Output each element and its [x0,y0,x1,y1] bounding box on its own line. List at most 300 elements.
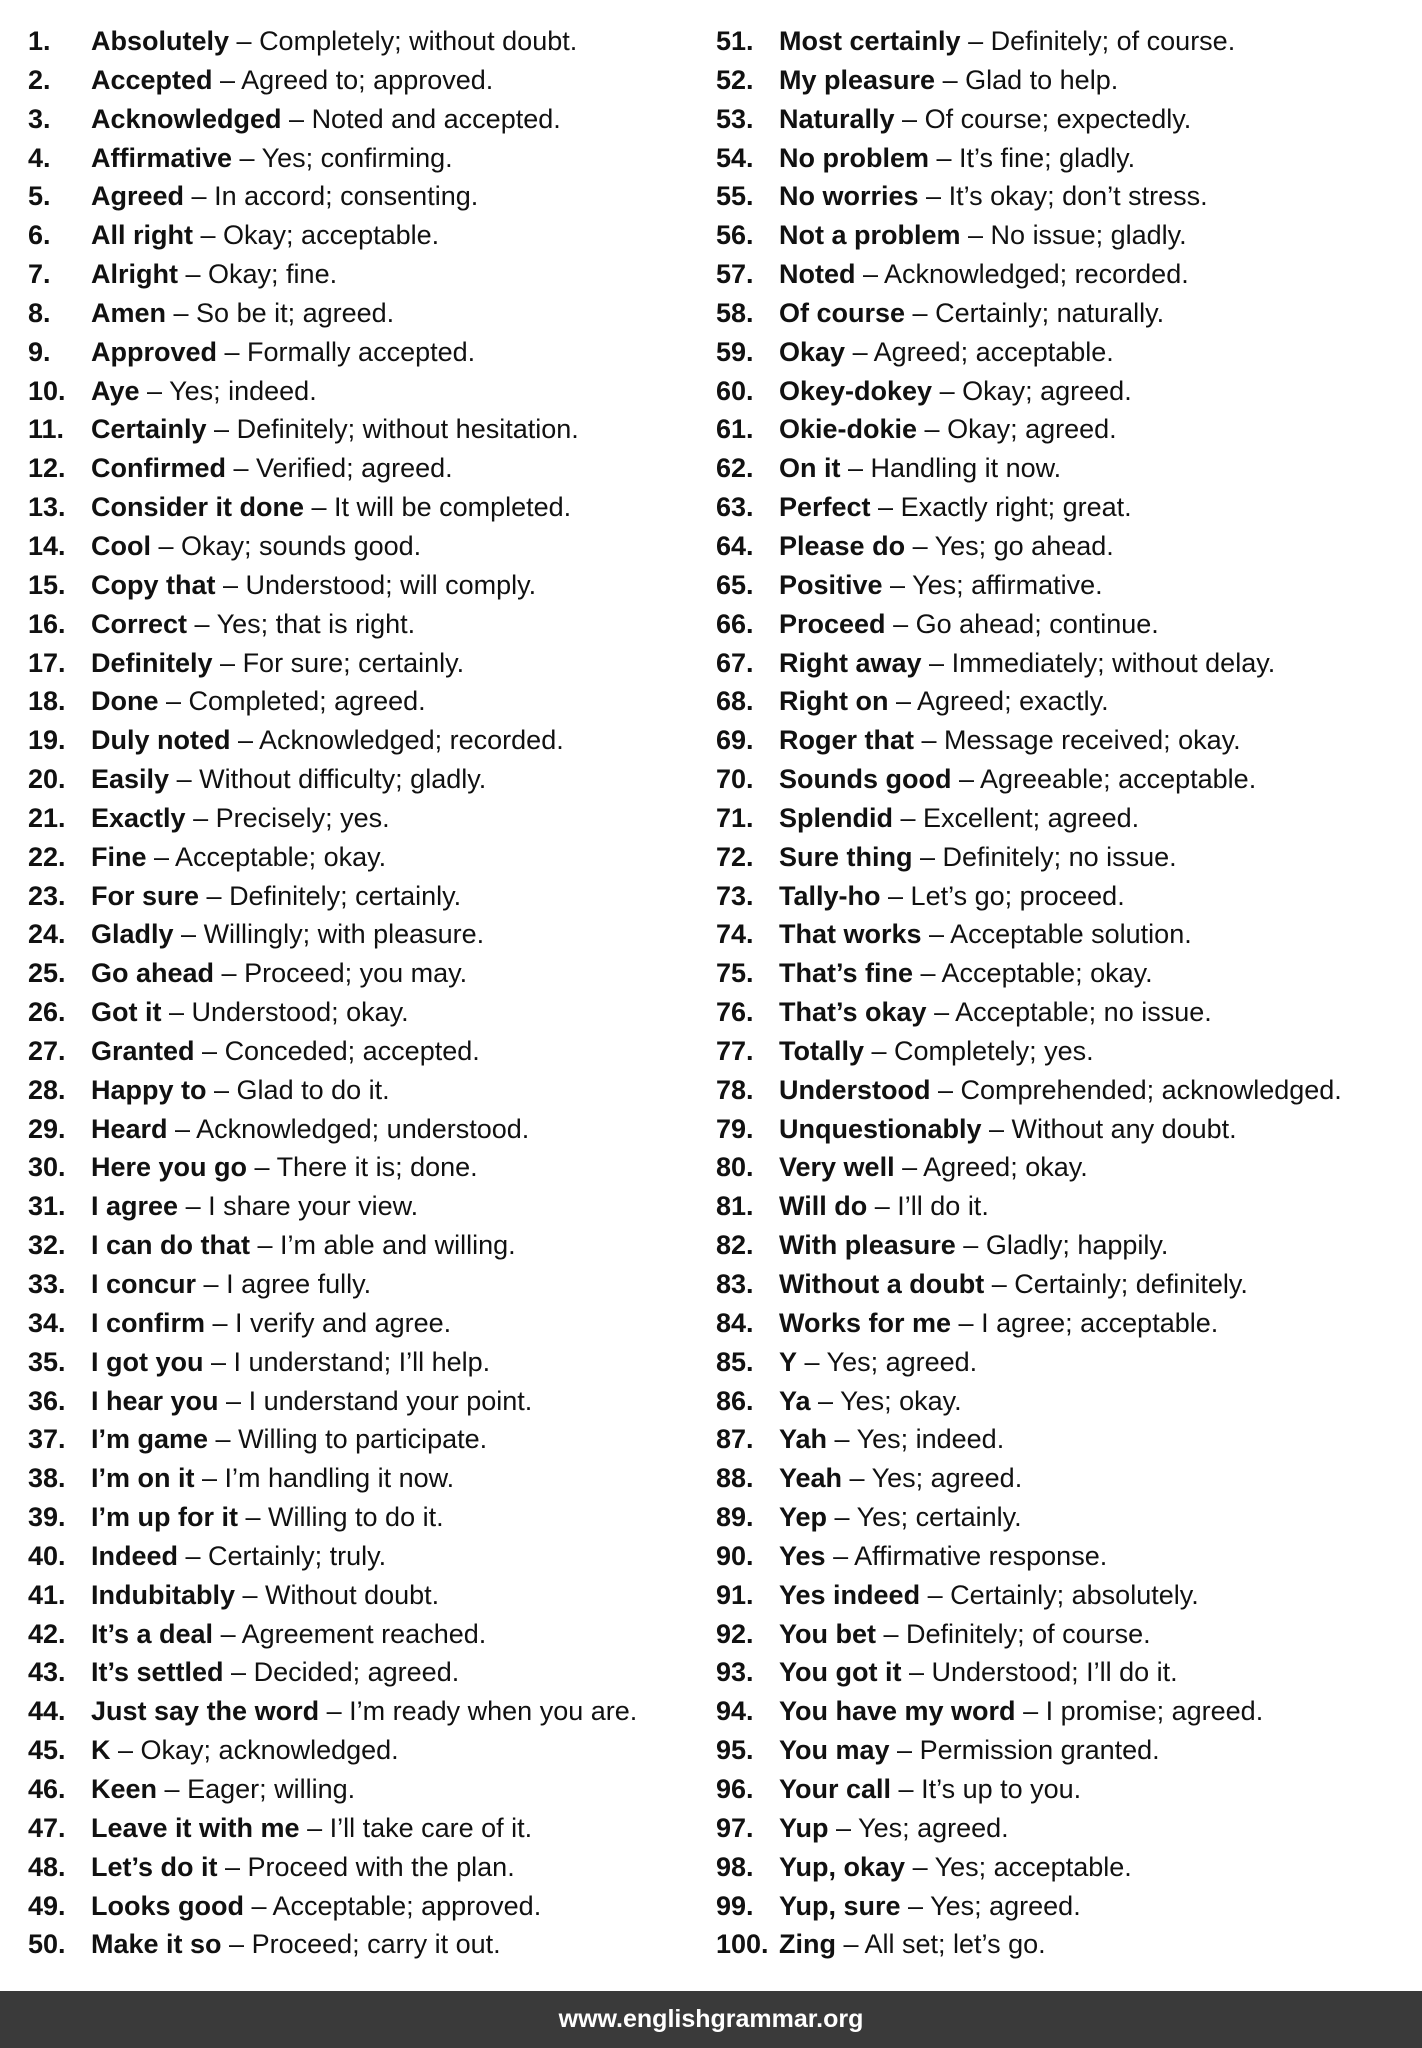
item-separator: – [178,259,209,290]
item-separator: – [205,1307,236,1338]
list-item [28,1459,718,1498]
item-definition: It’s okay; don’t stress. [948,181,1208,212]
item-term: Amen [91,297,167,328]
item-number: 7. [28,259,51,290]
item-term: Agreed [91,181,185,212]
item-separator: – [905,1851,935,1882]
item-separator: – [827,1502,857,1533]
list-item [716,1848,1406,1887]
list-item [28,1343,718,1382]
item-term: Make it so [91,1929,222,1960]
item-term: Happy to [91,1074,207,1105]
item-number: 39. [28,1502,66,1533]
item-definition: I’m able and willing. [280,1230,516,1261]
item-definition: Definitely; certainly. [229,880,462,911]
item-definition: Proceed; carry it out. [251,1929,501,1960]
list-item [28,877,718,916]
item-definition: Permission granted. [919,1735,1160,1766]
item-separator: – [139,375,170,406]
item-separator: – [173,919,204,950]
item-term: Gladly [91,919,174,950]
word-list [0,22,1422,1972]
item-term: Absolutely [91,26,230,56]
list-item [28,954,718,993]
item-term: Exactly [91,802,186,833]
item-number: 48. [28,1851,66,1882]
list-item [28,1770,718,1809]
item-definition: Message received; okay. [944,725,1241,756]
item-separator: – [870,492,901,523]
item-number: 86. [716,1385,754,1416]
item-separator: – [864,1035,895,1066]
item-separator: – [981,1113,1012,1144]
item-term: Y [779,1346,798,1377]
item-number: 43. [28,1657,66,1688]
item-term: Correct [91,608,188,639]
item-term: I confirm [91,1307,206,1338]
item-number: 76. [716,997,754,1028]
item-separator: – [215,569,246,600]
item-number: 44. [28,1696,66,1727]
list-item [716,605,1406,644]
item-term: Works for me [779,1307,952,1338]
item-number: 58. [716,297,754,328]
item-definition: Okay; agreed. [962,375,1132,406]
item-separator: – [230,725,260,756]
item-definition: Yes; agreed. [930,1890,1081,1921]
item-separator: – [161,997,192,1028]
item-number: 63. [716,492,754,523]
item-number: 75. [716,958,754,989]
list-item [716,1653,1406,1692]
item-definition: Understood; I’ll do it. [931,1657,1178,1688]
item-number: 6. [28,220,51,251]
item-definition: So be it; agreed. [196,297,395,328]
footer-website-url: www.englishgrammar.org [558,2005,864,2033]
item-number: 25. [28,958,66,989]
item-definition: Let’s go; proceed. [910,880,1125,911]
item-definition: Completely; yes. [894,1035,1094,1066]
item-term: Leave it with me [91,1812,300,1843]
item-number: 94. [716,1696,754,1727]
item-separator: – [951,1307,982,1338]
list-item [28,1615,718,1654]
item-term: Just say the word [91,1696,320,1727]
item-term: Understood [779,1074,931,1105]
item-definition: Okay; fine. [208,259,338,290]
item-separator: – [1015,1696,1046,1727]
item-number: 60. [716,375,754,406]
list-item [716,1498,1406,1537]
item-definition: Exactly right; great. [900,492,1132,523]
item-number: 95. [716,1735,754,1766]
item-number: 34. [28,1307,66,1338]
word-list-column-right [716,22,1406,1964]
item-separator: – [158,686,189,717]
item-number: 4. [28,142,51,173]
list-item [28,1498,718,1537]
item-term: Fine [91,841,147,872]
list-item [716,177,1406,216]
item-number: 8. [28,297,51,328]
list-item [716,1265,1406,1304]
item-definition: Without any doubt. [1011,1113,1237,1144]
list-item [28,333,718,372]
item-term: You may [779,1735,890,1766]
item-number: 62. [716,453,754,484]
item-separator: – [212,647,243,678]
list-item [28,1653,718,1692]
list-item [716,61,1406,100]
list-item [716,1032,1406,1071]
item-definition: Precisely; yes. [215,802,390,833]
item-separator: – [891,1773,922,1804]
item-definition: Without difficulty; gladly. [199,764,487,795]
item-term: Yup, sure [779,1890,901,1921]
item-definition: Glad to do it. [236,1074,390,1105]
item-term: Let’s do it [91,1851,218,1882]
item-separator: – [912,841,943,872]
item-separator: – [223,1657,254,1688]
item-definition: Okay; agreed. [947,414,1117,445]
item-definition: I understand; I’ll help. [233,1346,491,1377]
item-separator: – [247,1152,277,1183]
item-term: I’m game [91,1424,209,1455]
item-number: 51. [716,26,754,56]
list-item [716,1420,1406,1459]
item-separator: – [914,725,945,756]
item-separator: – [194,1463,225,1494]
item-separator: – [894,1152,924,1183]
item-separator: – [157,1773,188,1804]
item-number: 23. [28,880,66,911]
item-term: Your call [779,1773,892,1804]
item-separator: – [151,530,182,561]
item-definition: Comprehended; acknowledged. [960,1074,1342,1105]
list-item [28,100,718,139]
item-definition: I understand your point. [248,1385,533,1416]
item-number: 3. [28,103,51,134]
item-definition: There it is; done. [276,1152,478,1183]
item-definition: Yes; indeed. [169,375,317,406]
item-number: 14. [28,530,66,561]
item-number: 26. [28,997,66,1028]
item-term: Right away [779,647,922,678]
item-number: 71. [716,802,754,833]
item-separator: – [932,375,963,406]
item-separator: – [840,453,871,484]
item-term: That’s fine [779,958,914,989]
item-definition: For sure; certainly. [242,647,465,678]
item-definition: Affirmative response. [854,1540,1108,1571]
item-number: 42. [28,1618,66,1649]
item-definition: No issue; gladly. [990,220,1187,251]
item-number: 64. [716,530,754,561]
item-definition: Acknowledged; understood. [196,1113,530,1144]
list-item [716,372,1406,411]
list-item [28,61,718,100]
list-item [28,993,718,1032]
item-definition: I’ll take care of it. [329,1812,533,1843]
item-definition: Gladly; happily. [985,1230,1169,1261]
list-item [716,527,1406,566]
item-term: Tally-ho [779,880,881,911]
list-item [716,22,1406,61]
item-number: 19. [28,725,66,756]
item-separator: – [178,1540,209,1571]
item-term: Will do [779,1191,868,1222]
item-number: 89. [716,1502,754,1533]
list-item [28,838,718,877]
item-term: I’m on it [91,1463,195,1494]
item-separator: – [960,26,991,56]
item-number: 30. [28,1152,66,1183]
item-definition: Yes; indeed. [856,1424,1005,1455]
item-definition: Certainly; definitely. [1014,1269,1248,1299]
item-definition: I verify and agree. [235,1307,452,1338]
item-separator: – [905,530,935,561]
item-separator: – [889,1735,920,1766]
item-definition: Agreed; acceptable. [873,336,1114,367]
item-term: Acknowledged [91,103,282,134]
item-number: 68. [716,686,754,717]
list-item [716,1187,1406,1226]
item-term: I’m up for it [91,1502,238,1533]
item-term: Proceed [779,608,886,639]
item-term: Alright [91,259,178,290]
item-number: 92. [716,1618,754,1649]
item-term: Cool [91,530,151,561]
list-item [716,1343,1406,1382]
list-item [716,1925,1406,1964]
item-term: My pleasure [779,64,936,95]
item-term: Right on [779,686,889,717]
item-definition: Okay; acceptable. [223,220,440,251]
list-item [28,799,718,838]
list-item [28,1537,718,1576]
item-number: 73. [716,880,754,911]
list-item [716,333,1406,372]
item-definition: Agreed; okay. [923,1152,1088,1183]
item-definition: Agreeable; acceptable. [980,764,1257,795]
list-item [28,1382,718,1421]
item-definition: It’s up to you. [921,1773,1082,1804]
footer-bar [0,1991,1422,2048]
list-item [716,1148,1406,1187]
item-term: Yup [779,1812,829,1843]
list-item [716,799,1406,838]
item-definition: I share your view. [208,1191,419,1222]
item-number: 56. [716,220,754,251]
item-number: 79. [716,1113,754,1144]
item-term: Here you go [91,1152,248,1183]
item-definition: Okay; acknowledged. [140,1735,399,1766]
item-separator: – [232,142,262,173]
list-item [716,410,1406,449]
item-separator: – [299,1812,330,1843]
item-separator: – [810,1385,841,1416]
list-item [716,954,1406,993]
item-term: Totally [779,1035,865,1066]
item-term: Looks good [91,1890,244,1921]
list-item [28,1848,718,1887]
list-item [716,216,1406,255]
item-term: Consider it done [91,492,305,523]
list-item [716,1226,1406,1265]
item-term: No problem [779,142,930,173]
item-separator: – [214,958,245,989]
list-item [716,838,1406,877]
item-number: 78. [716,1074,754,1105]
item-term: Yup, okay [779,1851,906,1882]
item-term: Very well [779,1152,895,1183]
item-term: Sounds good [779,764,952,795]
item-number: 67. [716,647,754,678]
item-term: Keen [91,1773,158,1804]
item-number: 83. [716,1269,754,1299]
item-term: Got it [91,997,162,1028]
item-term: Unquestionably [779,1113,982,1144]
word-list-column-left [28,22,718,1964]
item-number: 24. [28,919,66,950]
item-number: 77. [716,1035,754,1066]
list-item [28,1887,718,1926]
list-item [28,605,718,644]
item-number: 100. [716,1929,769,1960]
item-separator: – [893,802,924,833]
item-separator: – [913,958,942,989]
list-item [716,1887,1406,1926]
item-number: 97. [716,1812,754,1843]
item-definition: Yes; certainly. [856,1502,1022,1533]
item-number: 11. [28,414,65,445]
item-definition: I’m handling it now. [224,1463,455,1494]
item-definition: Without doubt. [265,1579,440,1610]
item-number: 28. [28,1074,66,1105]
item-definition: It will be completed. [334,492,572,523]
list-item [28,721,718,760]
item-definition: In accord; consenting. [214,181,479,212]
item-number: 66. [716,608,754,639]
item-separator: – [955,1230,986,1261]
item-number: 9. [28,336,51,367]
item-separator: – [930,1074,961,1105]
item-number: 12. [28,453,66,484]
item-separator: – [926,997,956,1028]
list-item [716,721,1406,760]
item-definition: Yes; agreed. [871,1463,1023,1494]
item-number: 88. [716,1463,754,1494]
item-term: Accepted [91,64,213,95]
item-number: 1. [28,26,51,56]
list-item [716,294,1406,333]
item-number: 29. [28,1113,66,1144]
list-item [716,1615,1406,1654]
item-definition: Definitely; of course. [990,26,1236,56]
item-definition: Proceed with the plan. [247,1851,515,1882]
item-term: Okay [779,336,846,367]
item-number: 47. [28,1812,66,1843]
item-separator: – [951,764,980,795]
item-term: That’s okay [779,997,927,1028]
list-item [716,1731,1406,1770]
item-separator: – [235,1579,266,1610]
item-number: 31. [28,1191,66,1222]
item-number: 22. [28,841,66,872]
item-definition: Definitely; no issue. [942,841,1177,872]
item-definition: Certainly; naturally. [935,297,1165,328]
item-definition: Glad to help. [965,64,1119,95]
item-number: 84. [716,1307,754,1338]
item-number: 45. [28,1735,66,1766]
item-term: Not a problem [779,220,961,251]
item-term: Yes indeed [779,1579,921,1610]
item-definition: Go ahead; continue. [915,608,1159,639]
item-separator: – [166,297,197,328]
item-number: 21. [28,802,66,833]
item-definition: I agree fully. [226,1269,372,1299]
item-definition: Immediately; without delay. [951,647,1276,678]
item-definition: Understood; okay. [191,997,409,1028]
list-item [28,760,718,799]
item-separator: – [304,492,335,523]
item-term: Naturally [779,103,895,134]
item-definition: It’s fine; gladly. [959,142,1136,173]
item-number: 57. [716,259,754,290]
item-separator: – [905,297,936,328]
item-separator: – [110,1735,141,1766]
item-number: 59. [716,336,754,367]
item-term: Splendid [779,802,893,833]
item-number: 74. [716,919,754,950]
list-item [716,488,1406,527]
list-item [716,1382,1406,1421]
item-separator: – [281,103,312,134]
item-term: Of course [779,297,906,328]
item-term: I hear you [91,1385,219,1416]
item-term: On it [779,453,841,484]
list-item [716,877,1406,916]
item-definition: Completely; without doubt. [259,26,578,56]
item-number: 37. [28,1424,66,1455]
list-item [28,1032,718,1071]
item-definition: Certainly; absolutely. [950,1579,1199,1610]
item-definition: Yes; agreed. [826,1346,978,1377]
list-item [716,449,1406,488]
item-separator: – [921,919,951,950]
item-term: Definitely [91,647,213,678]
item-term: Perfect [779,492,871,523]
list-item [716,1809,1406,1848]
item-definition: Yes; affirmative. [912,569,1103,600]
item-number: 96. [716,1773,754,1804]
item-separator: – [229,26,260,56]
item-separator: – [237,1502,269,1533]
item-term: Aye [91,375,140,406]
item-number: 72. [716,841,754,872]
list-item [28,216,718,255]
item-separator: – [206,414,237,445]
item-term: It’s a deal [91,1618,214,1649]
item-separator: – [169,764,200,795]
item-definition: Proceed; you may. [244,958,468,989]
item-separator: – [917,414,948,445]
item-definition: Acknowledged; recorded. [259,725,564,756]
item-term: Positive [779,569,883,600]
list-item [28,294,718,333]
item-number: 69. [716,725,754,756]
list-item [28,1731,718,1770]
